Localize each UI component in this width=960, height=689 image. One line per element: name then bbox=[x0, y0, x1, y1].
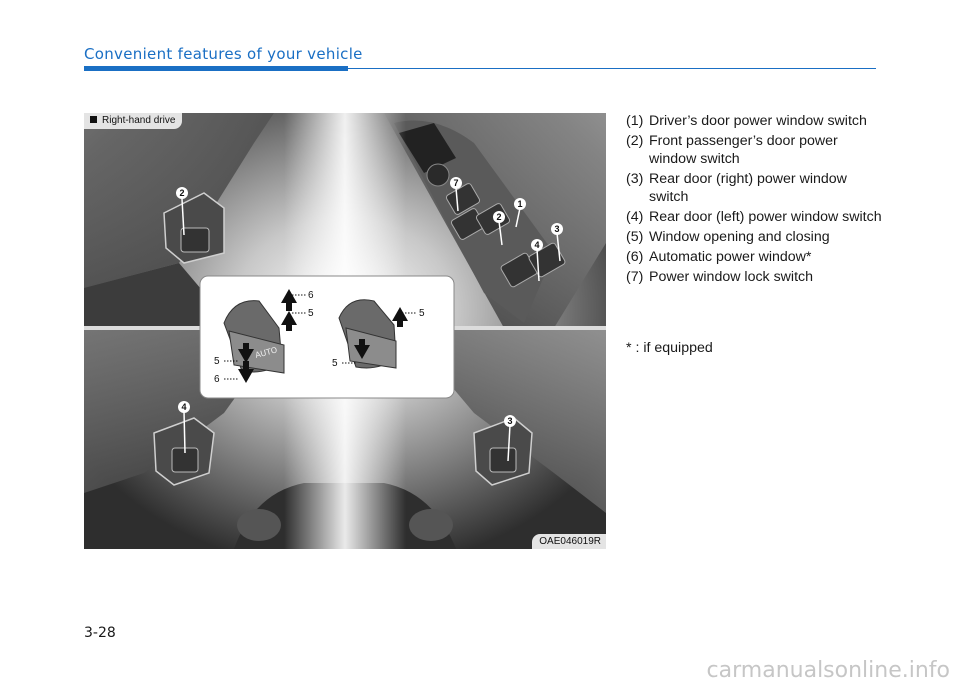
legend-item: (2) Front passenger’s door power window switch bbox=[626, 133, 838, 167]
legend-item: (1) Driver’s door power window switch bbox=[626, 113, 867, 129]
footnote: * : if equipped bbox=[626, 340, 713, 356]
figure-code: OAE046019R bbox=[532, 534, 606, 549]
label-5: 5 bbox=[214, 356, 220, 367]
label-5: 5 bbox=[419, 308, 425, 319]
legend-item: (4) Rear door (left) power window switch bbox=[626, 209, 882, 225]
auto-label: AUTO bbox=[254, 345, 279, 360]
callout-4: 4 bbox=[181, 402, 187, 412]
callout-7: 7 bbox=[453, 178, 459, 188]
label-5: 5 bbox=[308, 308, 314, 319]
door-switch-illustration bbox=[84, 113, 606, 549]
legend-list bbox=[626, 112, 886, 288]
figure-tag-label: Right-hand drive bbox=[102, 115, 176, 126]
header-rule bbox=[348, 68, 876, 69]
callout-1: 1 bbox=[517, 199, 523, 209]
callout-3: 3 bbox=[554, 224, 560, 234]
label-6: 6 bbox=[308, 290, 314, 301]
header-accent-bar bbox=[84, 66, 348, 71]
section-title: Convenient features of your vehicle bbox=[84, 45, 363, 63]
power-window-figure bbox=[84, 113, 606, 549]
legend-item: (3) Rear door (right) power window switch bbox=[626, 171, 847, 205]
legend-item: (7) Power window lock switch bbox=[626, 269, 814, 285]
figure-tag bbox=[84, 113, 182, 129]
callout-2: 2 bbox=[179, 188, 185, 198]
label-6: 6 bbox=[214, 374, 220, 385]
callout-2: 2 bbox=[496, 212, 502, 222]
callout-4: 4 bbox=[534, 240, 540, 250]
legend-item: (6) Automatic power window* bbox=[626, 249, 812, 265]
callout-3: 3 bbox=[507, 416, 513, 426]
page-number: 3-28 bbox=[84, 625, 116, 641]
legend-item: (5) Window opening and closing bbox=[626, 229, 830, 245]
square-bullet-icon bbox=[90, 116, 97, 123]
label-5: 5 bbox=[332, 358, 338, 369]
watermark: carmanualsonline.info bbox=[706, 658, 950, 683]
